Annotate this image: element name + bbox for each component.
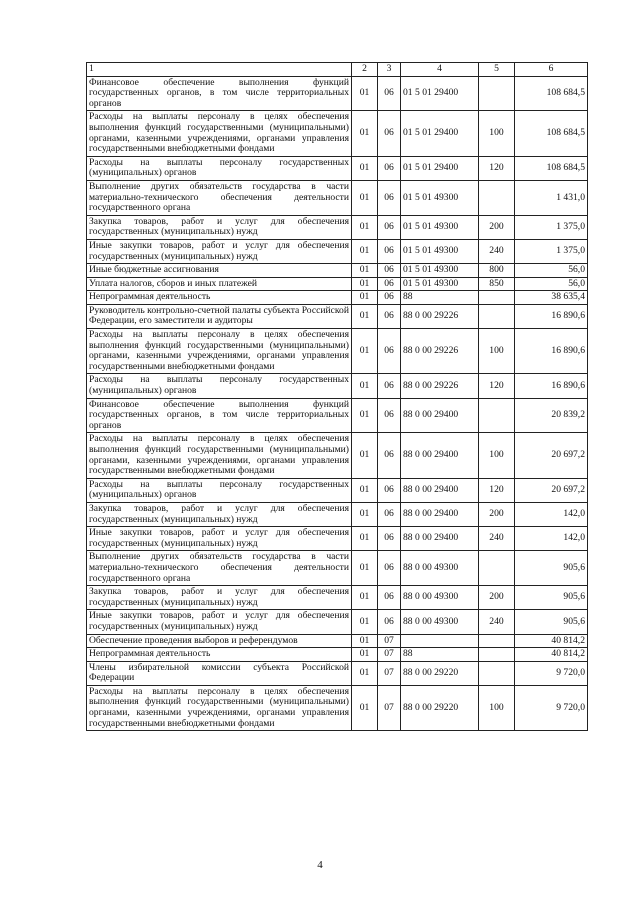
description-cell: Расходы на выплаты персоналу в целях обеспечения выполнения функций государственными (муниципальными) органами, казенными учреждениями, органами управления государственными внебюджетными фондами [87, 685, 352, 730]
target-article-cell: 88 0 00 29220 [401, 661, 479, 685]
subsection-cell: 06 [378, 610, 401, 634]
description-cell: Расходы на выплаты персоналу государственных (муниципальных) органов [87, 478, 352, 502]
table-row [87, 551, 588, 586]
subsection-cell: 06 [378, 478, 401, 502]
section-cell: 01 [352, 111, 378, 156]
target-article-cell: 88 0 00 29400 [401, 398, 479, 433]
subsection-cell: 06 [378, 180, 401, 215]
section-cell: 01 [352, 156, 378, 180]
target-article-cell: 01 5 01 29400 [401, 111, 479, 156]
target-article-cell: 01 5 01 49300 [401, 264, 479, 278]
amount-cell: 9 720,0 [515, 661, 588, 685]
subsection-cell: 07 [378, 648, 401, 662]
column-header: 2 [352, 63, 378, 77]
table-row [87, 661, 588, 685]
target-article-cell: 01 5 01 49300 [401, 180, 479, 215]
subsection-cell: 06 [378, 398, 401, 433]
subsection-cell: 07 [378, 685, 401, 730]
expense-type-cell: 200 [479, 586, 515, 610]
table-row [87, 478, 588, 502]
expense-type-cell [479, 648, 515, 662]
amount-cell: 108 684,5 [515, 156, 588, 180]
amount-cell: 905,6 [515, 551, 588, 586]
description-cell: Расходы на выплаты персоналу государственных (муниципальных) органов [87, 156, 352, 180]
description-cell: Непрограммная деятельность [87, 291, 352, 305]
section-cell: 01 [352, 180, 378, 215]
subsection-cell: 06 [378, 156, 401, 180]
expense-type-cell: 100 [479, 111, 515, 156]
table-row [87, 586, 588, 610]
expense-type-cell: 240 [479, 610, 515, 634]
expense-type-cell: 200 [479, 215, 515, 239]
section-cell: 01 [352, 586, 378, 610]
target-article-cell: 88 0 00 29226 [401, 329, 479, 374]
subsection-cell: 06 [378, 586, 401, 610]
description-cell: Обеспечение проведения выборов и референдумов [87, 634, 352, 648]
section-cell: 01 [352, 478, 378, 502]
expense-type-cell: 240 [479, 239, 515, 263]
section-cell: 01 [352, 685, 378, 730]
table-row [87, 277, 588, 291]
target-article-cell: 88 0 00 29226 [401, 304, 479, 328]
table-row [87, 398, 588, 433]
amount-cell: 1 375,0 [515, 239, 588, 263]
amount-cell: 108 684,5 [515, 111, 588, 156]
column-header: 6 [515, 63, 588, 77]
target-article-cell: 88 0 00 29400 [401, 502, 479, 526]
description-cell: Иные закупки товаров, работ и услуг для обеспечения государственных (муниципальных) нужд [87, 527, 352, 551]
expense-type-cell [479, 398, 515, 433]
column-header: 1 [87, 63, 352, 77]
table-row [87, 527, 588, 551]
subsection-cell: 06 [378, 374, 401, 398]
amount-cell: 16 890,6 [515, 304, 588, 328]
section-cell: 01 [352, 264, 378, 278]
description-cell: Финансовое обеспечение выполнения функций государственных органов, в том числе территориальных органов [87, 398, 352, 433]
column-header: 4 [401, 63, 479, 77]
description-cell: Расходы на выплаты персоналу государственных (муниципальных) органов [87, 374, 352, 398]
subsection-cell: 07 [378, 634, 401, 648]
table-row [87, 329, 588, 374]
subsection-cell: 06 [378, 433, 401, 478]
description-cell: Расходы на выплаты персоналу в целях обеспечения выполнения функций государственными (муниципальными) органами, казенными учреждениями, органами управления государственными внебюджетными фондами [87, 329, 352, 374]
expense-type-cell: 200 [479, 502, 515, 526]
target-article-cell: 88 0 00 49300 [401, 551, 479, 586]
amount-cell: 40 814,2 [515, 634, 588, 648]
target-article-cell: 01 5 01 49300 [401, 239, 479, 263]
budget-table [86, 62, 588, 731]
description-cell: Закупка товаров, работ и услуг для обеспечения государственных (муниципальных) нужд [87, 215, 352, 239]
description-cell: Выполнение других обязательств государства в части материально-технического обеспечения деятельности государственного органа [87, 180, 352, 215]
section-cell: 01 [352, 502, 378, 526]
table-row [87, 180, 588, 215]
table-row [87, 239, 588, 263]
section-cell: 01 [352, 291, 378, 305]
target-article-cell: 88 [401, 291, 479, 305]
section-cell: 01 [352, 304, 378, 328]
table-row [87, 76, 588, 111]
expense-type-cell: 800 [479, 264, 515, 278]
section-cell: 01 [352, 527, 378, 551]
table-row [87, 304, 588, 328]
subsection-cell: 06 [378, 239, 401, 263]
amount-cell: 40 814,2 [515, 648, 588, 662]
page-number: 4 [317, 859, 323, 871]
amount-cell: 56,0 [515, 277, 588, 291]
table-row [87, 433, 588, 478]
target-article-cell: 01 5 01 29400 [401, 156, 479, 180]
section-cell: 01 [352, 215, 378, 239]
amount-cell: 108 684,5 [515, 76, 588, 111]
target-article-cell [401, 634, 479, 648]
expense-type-cell [479, 661, 515, 685]
table-row [87, 264, 588, 278]
expense-type-cell: 120 [479, 374, 515, 398]
table-row [87, 610, 588, 634]
description-cell: Закупка товаров, работ и услуг для обеспечения государственных (муниципальных) нужд [87, 502, 352, 526]
expense-type-cell: 240 [479, 527, 515, 551]
section-cell: 01 [352, 433, 378, 478]
subsection-cell: 06 [378, 527, 401, 551]
expense-type-cell [479, 304, 515, 328]
amount-cell: 9 720,0 [515, 685, 588, 730]
table-row [87, 291, 588, 305]
table-row [87, 648, 588, 662]
subsection-cell: 06 [378, 111, 401, 156]
expense-type-cell: 100 [479, 685, 515, 730]
subsection-cell: 07 [378, 661, 401, 685]
amount-cell: 142,0 [515, 502, 588, 526]
expense-type-cell: 850 [479, 277, 515, 291]
description-cell: Расходы на выплаты персоналу в целях обеспечения выполнения функций государственными (муниципальными) органами, казенными учреждениями, органами управления государственными внебюджетными фондами [87, 433, 352, 478]
expense-type-cell [479, 551, 515, 586]
description-cell: Финансовое обеспечение выполнения функций государственных органов, в том числе территориальных органов [87, 76, 352, 111]
amount-cell: 1 431,0 [515, 180, 588, 215]
amount-cell: 20 697,2 [515, 433, 588, 478]
description-cell: Руководитель контрольно-счетной палаты субъекта Российской Федерации, его заместители и аудиторы [87, 304, 352, 328]
section-cell: 01 [352, 239, 378, 263]
column-header: 5 [479, 63, 515, 77]
description-cell: Непрограммная деятельность [87, 648, 352, 662]
section-cell: 01 [352, 634, 378, 648]
section-cell: 01 [352, 277, 378, 291]
amount-cell: 905,6 [515, 586, 588, 610]
table-row [87, 685, 588, 730]
description-cell: Иные закупки товаров, работ и услуг для обеспечения государственных (муниципальных) нужд [87, 239, 352, 263]
section-cell: 01 [352, 661, 378, 685]
subsection-cell: 06 [378, 215, 401, 239]
section-cell: 01 [352, 551, 378, 586]
description-cell: Выполнение других обязательств государства в части материально-технического обеспечения деятельности государственного органа [87, 551, 352, 586]
description-cell: Уплата налогов, сборов и иных платежей [87, 277, 352, 291]
amount-cell: 20 697,2 [515, 478, 588, 502]
amount-cell: 38 635,4 [515, 291, 588, 305]
description-cell: Расходы на выплаты персоналу в целях обеспечения выполнения функций государственными (муниципальными) органами, казенными учреждениями, органами управления государственными внебюджетными фондами [87, 111, 352, 156]
target-article-cell: 88 0 00 49300 [401, 610, 479, 634]
section-cell: 01 [352, 374, 378, 398]
subsection-cell: 06 [378, 551, 401, 586]
description-cell: Члены избирательной комиссии субъекта Российской Федерации [87, 661, 352, 685]
table-row [87, 215, 588, 239]
subsection-cell: 06 [378, 277, 401, 291]
target-article-cell: 88 0 00 29400 [401, 433, 479, 478]
table-header-row [87, 63, 588, 77]
expense-type-cell [479, 180, 515, 215]
section-cell: 01 [352, 610, 378, 634]
expense-type-cell: 120 [479, 156, 515, 180]
amount-cell: 20 839,2 [515, 398, 588, 433]
subsection-cell: 06 [378, 291, 401, 305]
target-article-cell: 01 5 01 29400 [401, 76, 479, 111]
expense-type-cell [479, 291, 515, 305]
amount-cell: 56,0 [515, 264, 588, 278]
table-row [87, 374, 588, 398]
amount-cell: 142,0 [515, 527, 588, 551]
amount-cell: 16 890,6 [515, 374, 588, 398]
target-article-cell: 88 [401, 648, 479, 662]
subsection-cell: 06 [378, 76, 401, 111]
description-cell: Иные закупки товаров, работ и услуг для обеспечения государственных (муниципальных) нужд [87, 610, 352, 634]
expense-type-cell: 100 [479, 433, 515, 478]
subsection-cell: 06 [378, 264, 401, 278]
expense-type-cell: 120 [479, 478, 515, 502]
section-cell: 01 [352, 398, 378, 433]
amount-cell: 16 890,6 [515, 329, 588, 374]
description-cell: Закупка товаров, работ и услуг для обеспечения государственных (муниципальных) нужд [87, 586, 352, 610]
section-cell: 01 [352, 329, 378, 374]
column-header: 3 [378, 63, 401, 77]
table-row [87, 502, 588, 526]
target-article-cell: 01 5 01 49300 [401, 215, 479, 239]
description-cell: Иные бюджетные ассигнования [87, 264, 352, 278]
table-row [87, 111, 588, 156]
section-cell: 01 [352, 76, 378, 111]
table-row [87, 634, 588, 648]
target-article-cell: 88 0 00 29400 [401, 527, 479, 551]
amount-cell: 905,6 [515, 610, 588, 634]
target-article-cell: 88 0 00 29400 [401, 478, 479, 502]
subsection-cell: 06 [378, 502, 401, 526]
target-article-cell: 88 0 00 29226 [401, 374, 479, 398]
expense-type-cell: 100 [479, 329, 515, 374]
expense-type-cell [479, 634, 515, 648]
subsection-cell: 06 [378, 329, 401, 374]
amount-cell: 1 375,0 [515, 215, 588, 239]
target-article-cell: 01 5 01 49300 [401, 277, 479, 291]
expense-type-cell [479, 76, 515, 111]
target-article-cell: 88 0 00 49300 [401, 586, 479, 610]
target-article-cell: 88 0 00 29220 [401, 685, 479, 730]
subsection-cell: 06 [378, 304, 401, 328]
section-cell: 01 [352, 648, 378, 662]
table-row [87, 156, 588, 180]
